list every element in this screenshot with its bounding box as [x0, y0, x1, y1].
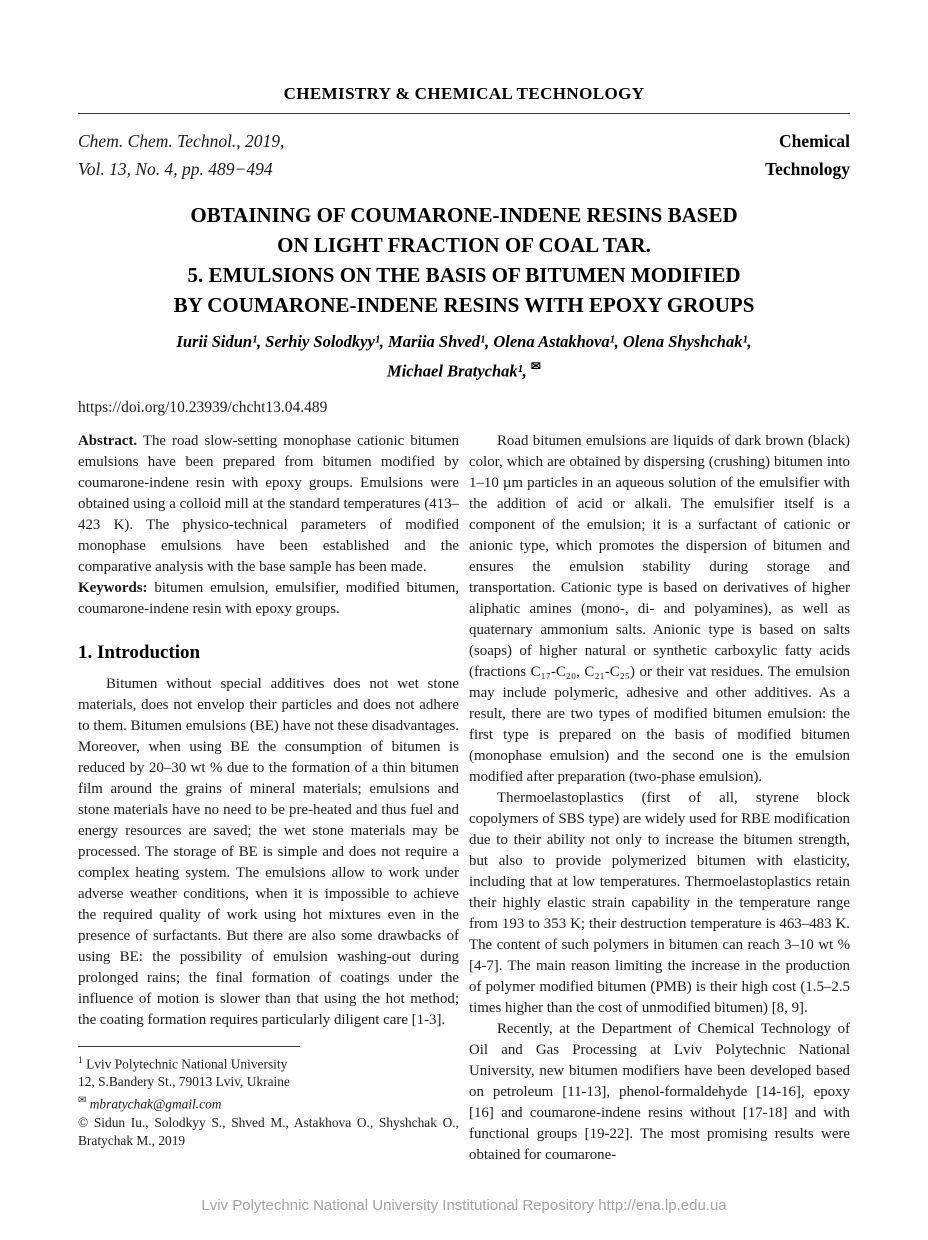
abstract-text: The road slow-setting monophase cationic bitumen emulsions have been prepared from bitumen modified by coumarone-indene resin with epoxy groups. Emulsions were obtained using a colloid mill at the standard temperatures (413–423 K). The physico-technical parameters of modified monophase emulsions have been established and the comparative analysis with the base sample has been made.	[78, 432, 459, 575]
header-rule	[78, 113, 850, 114]
title-line-4: BY COUMARONE-INDENE RESINS WITH EPOXY GROUPS	[173, 293, 755, 317]
footnote-copyright: © Sidun Iu., Solodkyy S., Shved M., Astakhova O., Shyshchak O., Bratychak M., 2019	[78, 1114, 459, 1149]
abstract-paragraph	[78, 431, 459, 578]
footnote-email-line	[78, 1092, 459, 1114]
footnote	[78, 1052, 459, 1151]
section-heading-introduction: 1. Introduction	[78, 641, 201, 663]
keywords-paragraph	[78, 578, 459, 620]
journal-header: CHEMISTRY & CHEMICAL TECHNOLOGY	[283, 84, 645, 103]
body-paragraph-3: Recently, at the Department of Chemical Technology of Oil and Gas Processing at Lviv Polytechnic National University, new bitumen modifiers have been developed based on petroleum [11-13], phenol-formaldehyde [14-16], epoxy [16] and coumarone-indene resins without [17-18] and with functional groups [19-22]. The most promising results were obtained for coumarone-	[469, 1020, 850, 1163]
footnote-email: mbratychak@gmail.com	[89, 1096, 222, 1112]
body-paragraph-2: Thermoelastoplastics (first of all, styrene block copolymers of SBS type) are widely used for RBE modification due to their ability not only to increase the bitumen strength, but also to provide polymerized bitumen with elasticity, including that at low temperatures. Thermoelastoplastics retain their highly elastic strain capability in the temperature range from 193 to 353 K; their destruction temperature is 463–483 K. The content of such polymers in bitumen can reach 3–10 wt % [4-7]. The main reason limiting the increase in the production of polymer modified bitumen (PMB) is their high cost (1.5–2.5 times higher than the cost of unmodified bitumen) [8, 9].	[469, 789, 850, 1016]
email-envelope-icon: ✉	[78, 1094, 87, 1106]
right-column	[469, 431, 850, 1166]
authors-block	[78, 329, 850, 384]
keywords-label: Keywords:	[78, 579, 148, 596]
corresponding-author-name: Michael Bratychak¹,	[387, 361, 527, 381]
journal-brand	[765, 127, 850, 183]
footnote-block	[78, 1046, 459, 1151]
citation-block	[78, 127, 850, 183]
citation-line-2: Vol. 13, No. 4, pp. 489−494	[78, 159, 273, 179]
footnote-marker: 1	[78, 1055, 83, 1066]
introduction-paragraph: Bitumen without special additives does not wet stone materials, does not envelop their particles and does not adhere to them. Bitumen emulsions (BE) have not these disadvantages. Moreover, when using BE the consumption of bitumen is reduced by 20–30 wt % due to the formation of a thin bitumen film around the grains of mineral materials; emulsions and stone materials have no need to be pre-heated and thus fuel and energy resources are saved; the wet stone materials may be processed. The storage of BE is simple and does not require a complex heating system. The emulsions allow to work under adverse weather conditions, when it is impossible to achieve the required quality of work using hot mixtures even in the presence of surfactants. But there are also some drawbacks of using BE: the possibility of emulsion washing-out during prolonged rains; the final formation of coatings under the influence of motion is slower than that using the hot method; the coating formation requires particularly diligent care [1-3].	[78, 675, 459, 1028]
title-line-3: 5. EMULSIONS ON THE BASIS OF BITUMEN MODIFIED	[187, 263, 741, 287]
citation-line-1: Chem. Chem. Technol., 2019,	[78, 131, 285, 151]
affiliation-name: Lviv Polytechnic National University	[82, 1055, 288, 1071]
abstract-label: Abstract.	[78, 432, 138, 449]
footnote-affiliation-line-2: 12, S.Bandery St., 79013 Lviv, Ukraine	[78, 1074, 290, 1090]
footer-watermark: Lviv Polytechnic National University Institutional Repository http://ena.lp.edu.ua	[201, 1197, 727, 1214]
keywords-text: bitumen emulsion, emulsifier, modified bitumen, coumarone-indene resin with epoxy groups.	[78, 579, 459, 617]
brand-line-1: Chemical	[779, 131, 850, 151]
title-line-2: ON LIGHT FRACTION OF COAL TAR.	[277, 233, 651, 257]
doi-text: https://doi.org/10.23939/chcht13.04.489	[78, 398, 328, 416]
citation-info	[78, 127, 284, 183]
left-column	[78, 431, 459, 1166]
envelope-icon: ✉	[530, 359, 541, 373]
paper-title	[78, 200, 850, 320]
title-line-1: OBTAINING OF COUMARONE-INDENE RESINS BASED	[190, 203, 738, 227]
brand-line-2: Technology	[765, 159, 850, 179]
authors-line-1: Iurii Sidun¹, Serhiy Solodkyy¹, Mariia Shved¹, Olena Astakhova¹, Olena Shyshchak¹,	[176, 332, 752, 351]
two-column-body	[78, 431, 850, 1166]
footnote-divider	[78, 1046, 300, 1047]
body-paragraph-1: Road bitumen emulsions are liquids of dark brown (black) color, which are obtained by dispersing (crushing) bitumen into 1–10 µm particles in an aqueous solution of the emulsifier with the addition of acid or alkali. The emulsifier itself is a component of the emulsion; it is a surfactant of cationic or anionic type, which promotes the dispersion of bitumen and ensures the emulsion stability during storage and transportation. Cationic type is based on derivatives of higher aliphatic amines (mono-, di- and polyamines), as well as quaternary ammonium salts. Anionic type is based on salts (soaps) of higher natural or synthetic carboxylic fatty acids (fractions C₁₇-C₂₀, C₂₁-C₂₅) or their vat residues. The emulsion may include polymeric, adhesive and other additives. As a result, there are two types of modified bitumen emulsion: the first type is prepared on the basis of modified bitumen (monophase emulsion) and the second one is the emulsion modified after preparation (two-phase emulsion).	[469, 432, 850, 785]
authors-line-2	[78, 354, 850, 384]
footnote-affiliation-line-1	[78, 1052, 459, 1074]
